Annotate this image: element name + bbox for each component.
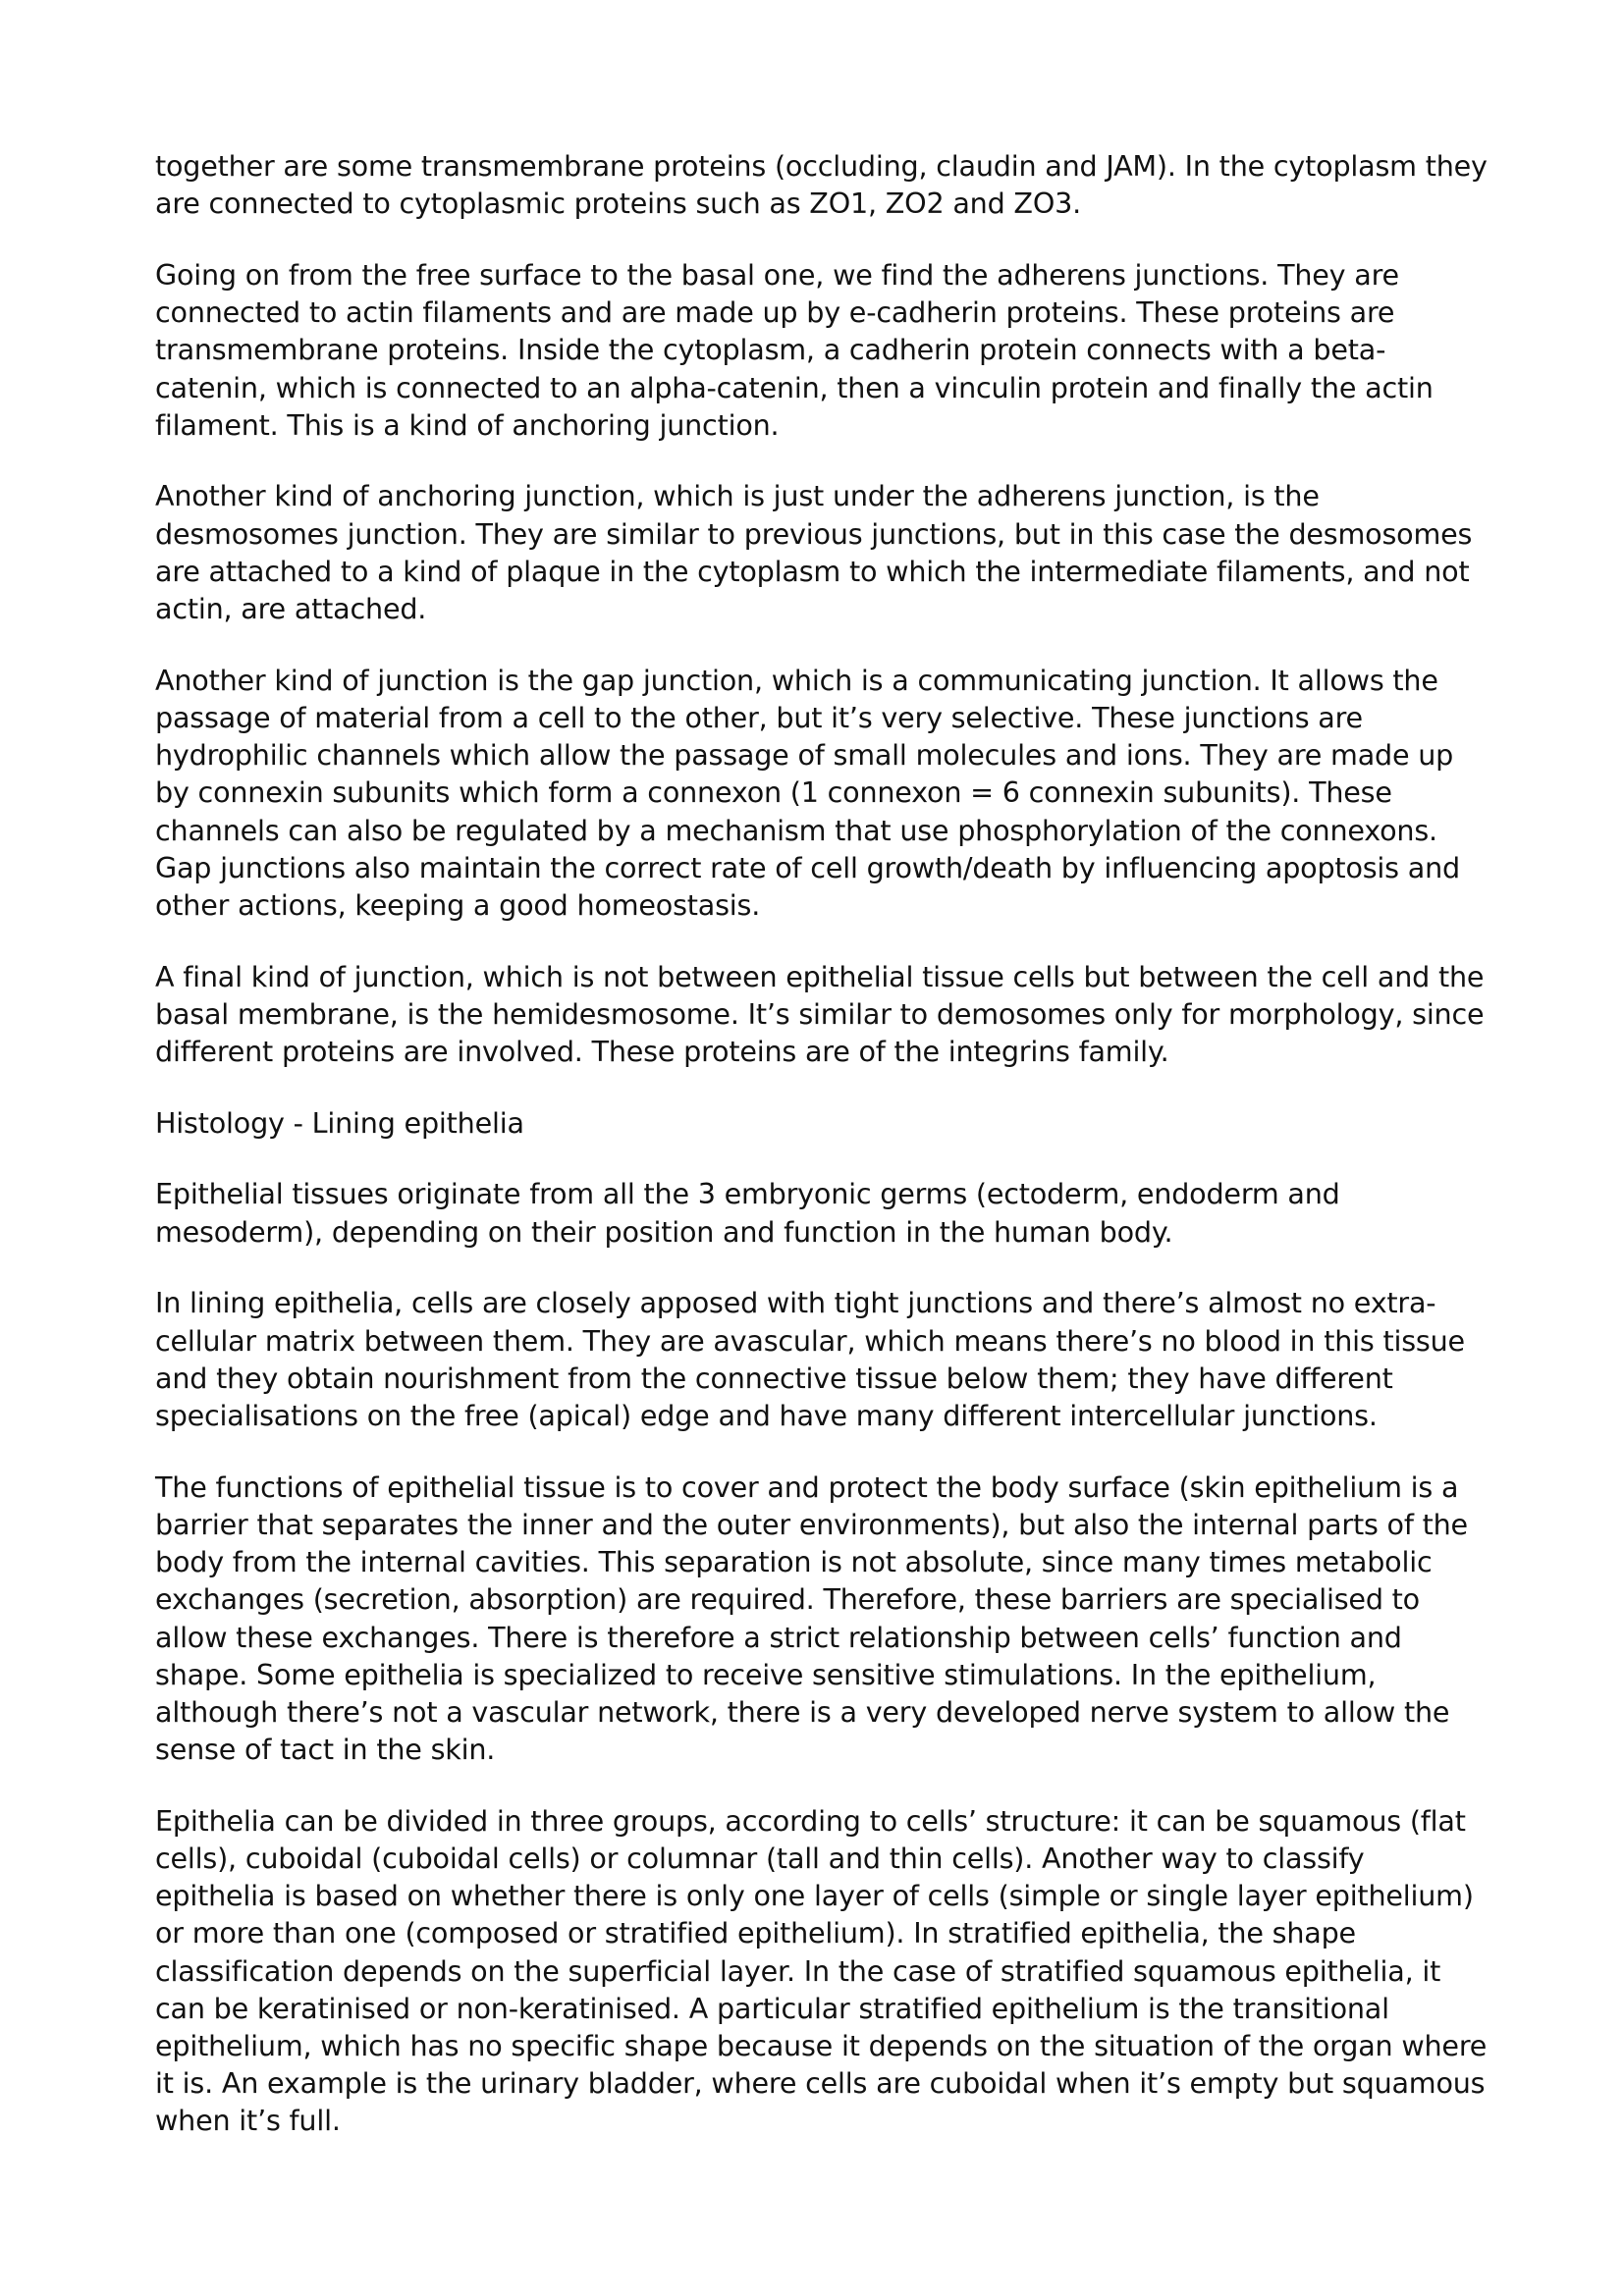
paragraph-desmosomes: Another kind of anchoring junction, which is just under the adherens junction, is the desmosomes junction. They are similar to previous junctions, but in this case the desmosomes are attached to a kind of plaque in the cytoplasm to which the intermediate filaments, and not actin, are attached. [155,479,1473,626]
section-heading: Histology - Lining epithelia [155,1105,524,1140]
document-body [155,147,1489,2173]
paragraph-epithelial-functions: The functions of epithelial tissue is to cover and protect the body surface (skin epithelium is a barrier that separates the inner and the outer environments), but also the internal parts of the body from the internal cavities. This separation is not absolute, since many times metabolic exchanges (secretion, absorption) are required. Therefore, these barriers are specialised to allow these exchanges. There is therefore a strict relationship between cells’ function and shape. Some epithelia is specialized to receive sensitive stimulations. In the epithelium, although there’s not a vascular network, there is a very developed nerve system to allow the sense of tact in the skin. [155,1469,1468,1767]
paragraph-epithelial-classification: Epithelia can be divided in three groups, according to cells’ structure: it can be squamous (flat cells), cuboidal (cuboidal cells) or columnar (tall and thin cells). Another way to classify epithelia is based on whether there is only one layer of cells (simple or single layer epithelium) or more than one (composed or stratified epithelium). In stratified epithelia, the shape classification depends on the superficial layer. In the case of stratified squamous epithelia, it can be keratinised or non-keratinised. A particular stratified epithelium is the transitional epithelium, which has no specific shape because it depends on the situation of the organ where it is. An example is the urinary bladder, where cells are cuboidal when it’s empty but squamous when it’s full. [155,1803,1488,2138]
paragraph-epithelial-origin: Epithelial tissues originate from all the 3 embryonic germs (ectoderm, endoderm and mesoderm), depending on their position and function in the human body. [155,1177,1340,1249]
paragraph-gap-junction: Another kind of junction is the gap junction, which is a communicating junction. It allows the passage of material from a cell to the other, but it’s very selective. These junctions are hydrophilic channels which allow the passage of small molecules and ions. They are made up by connexin subunits which form a connexon (1 connexon = 6 connexin subunits). These channels can also be regulated by a mechanism that use phosphorylation of the connexons. Gap junctions also maintain the correct rate of cell growth/death by influencing apoptosis and other actions, keeping a good homeostasis. [155,663,1460,922]
paragraph-tight-junction-proteins: together are some transmembrane proteins (occluding, claudin and JAM). In the cytoplasm they are connected to cytoplasmic proteins such as ZO1, ZO2 and ZO3. [155,149,1488,221]
paragraph-hemidesmosome: A final kind of junction, which is not between epithelial tissue cells but between the cell and the basal membrane, is the hemidesmosome. It’s similar to demosomes only for morphology, since different proteins are involved. These proteins are of the integrins family. [155,959,1485,1069]
paragraph-lining-epithelia: In lining epithelia, cells are closely apposed with tight junctions and there’s almost no extra-cellular matrix between them. They are avascular, which means there’s no blood in this tissue and they obtain nourishment from the connective tissue below them; they have different specialisations on the free (apical) edge and have many different intercellular junctions. [155,1286,1465,1432]
paragraph-adherens-junctions: Going on from the free surface to the basal one, we find the adherens junctions. They are connected to actin filaments and are made up by e-cadherin proteins. These proteins are transmembrane proteins. Inside the cytoplasm, a cadherin protein connects with a beta-catenin, which is connected to an alpha-catenin, then a vinculin protein and finally the actin filament. This is a kind of anchoring junction. [155,257,1434,442]
